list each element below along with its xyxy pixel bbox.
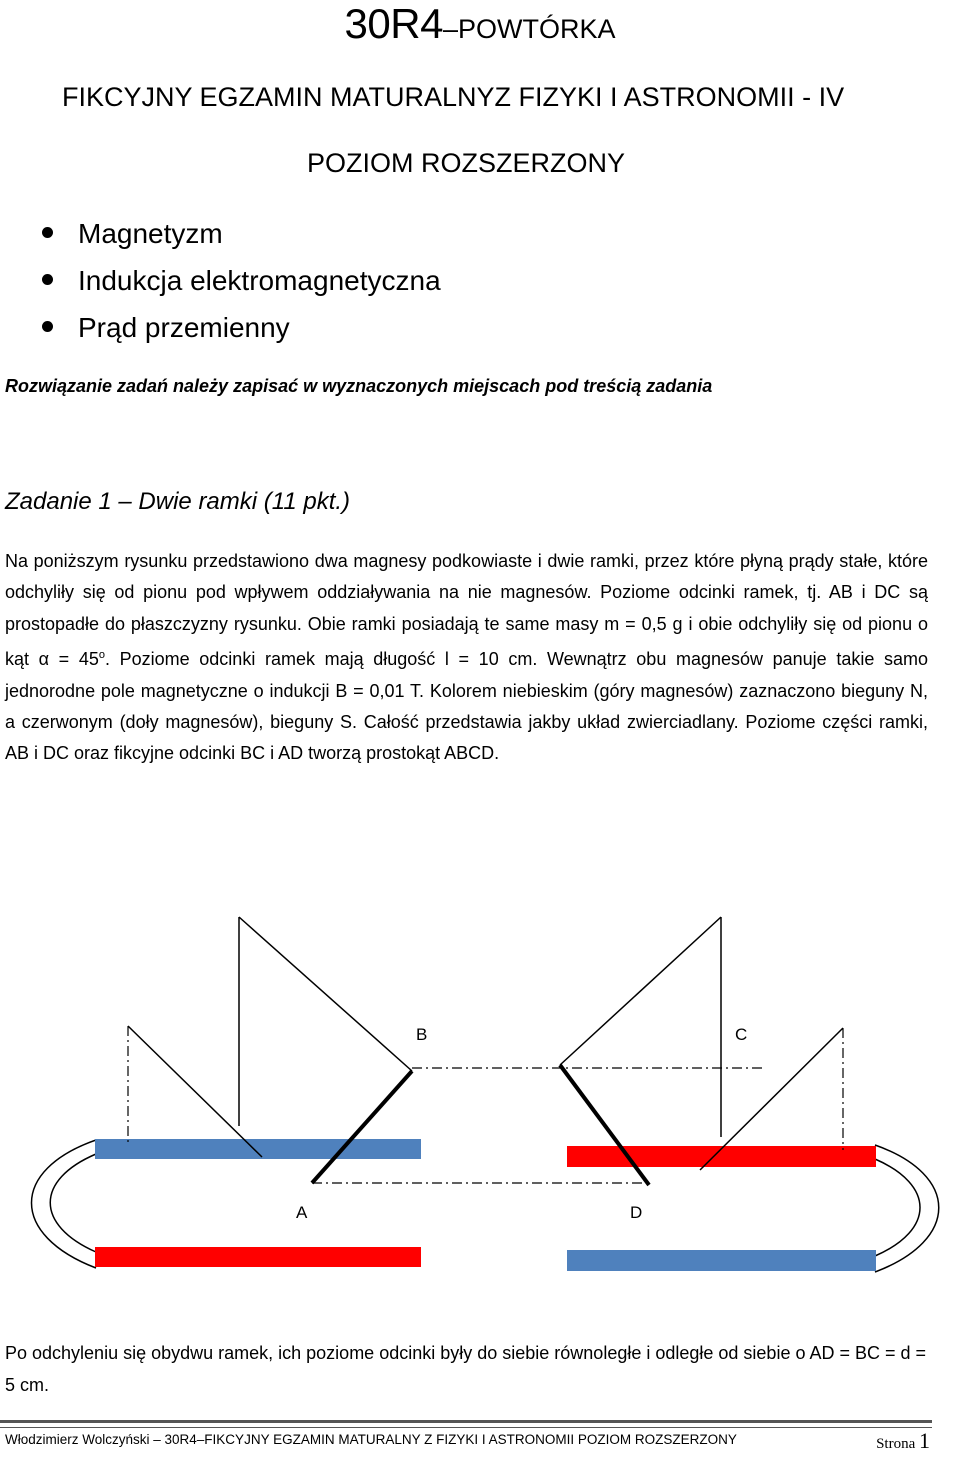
left-frame-side [239,917,412,1071]
left-magnet-south-pole [95,1247,421,1267]
label-b: B [416,1025,428,1044]
instruction-text: Rozwiązanie zadań należy zapisać w wyznaczonych miejscach pod treścią zadania [5,376,713,396]
list-item: Prąd przemienny [40,304,441,351]
footer-divider [0,1420,932,1428]
right-frame-side [560,917,721,1065]
list-item: Magnetyzm [40,210,441,257]
right-magnet-north-pole [567,1250,876,1271]
task-text-part2: . Poziome odcinki ramek mają długość l = 10 cm. Wewnątrz obu magnesów panuje takie samo jednorodne pole magnetyczne o indukcji B = 0,01 T. Kolorem niebieskim (góry magnesów) zaznaczono bieguny N, a czerwonym (doły magnesów), bieguny S. Całość przedstawia jakby układ zwierciadlany. Poziome części ramki, AB i DC oraz fikcyjne odcinki BC i AD tworzą prostokąt ABCD. [5,649,928,764]
degree-mark: o [98,649,105,662]
page-footer [5,1428,930,1453]
list-item: Indukcja elektromagnetyczna [40,257,441,304]
exam-level: POZIOM ROZSZERZONY [307,148,626,178]
task-heading: Zadanie 1 – Dwie ramki (11 pkt.) [5,488,351,515]
footer-text: Włodzimierz Wolczyński – 30R4–FIKCYJNY EGZAMIN MATURALNY Z FIZYKI I ASTRONOMII POZIOM ROZSZERZONY [5,1432,737,1447]
page-title [0,0,960,48]
left-frame-diagonal [128,1026,262,1157]
task-description [5,546,928,770]
page-number: Strona 1 [876,1428,930,1453]
title-code: 30R4 [344,0,443,47]
label-a: A [296,1203,308,1222]
bullet-icon [42,321,53,332]
conclusion-text: Po odchyleniu się obydwu ramek, ich poziome odcinki były do siebie równoległe i odległe od siebie o AD = BC = d = 5 cm. [5,1343,927,1395]
topic-list [40,210,441,351]
right-magnet-yoke-inner [875,1159,920,1256]
title-code-suffix: –POWTÓRKA [442,14,616,44]
label-c: C [735,1025,748,1044]
exam-title: FIKCYJNY EGZAMIN MATURALNYZ FIZYKI I ASTRONOMII - IV [62,82,845,112]
bullet-icon [42,227,53,238]
task-text-part1: Na poniższym rysunku przedstawiono dwa magnesy podkowiaste i dwie ramki, przez które płyną prądy stałe, które odchyliły się od pionu pod wpływem oddziaływania na nie magnesów. Poziome odcinki ramek, tj. AB i DC są prostopadłe do płaszczyzny rysunku. Obie ramki posiadają te same masy m = 0,5 g i obie odchyliły się od pionu o kąt α = 45 [5,551,928,670]
left-magnet-yoke-inner [50,1154,96,1252]
label-d: D [630,1203,643,1222]
left-magnet-north-pole [95,1139,421,1159]
magnets-frames-figure [0,900,960,1300]
bullet-icon [42,274,53,285]
left-frame-bar [312,1071,412,1183]
